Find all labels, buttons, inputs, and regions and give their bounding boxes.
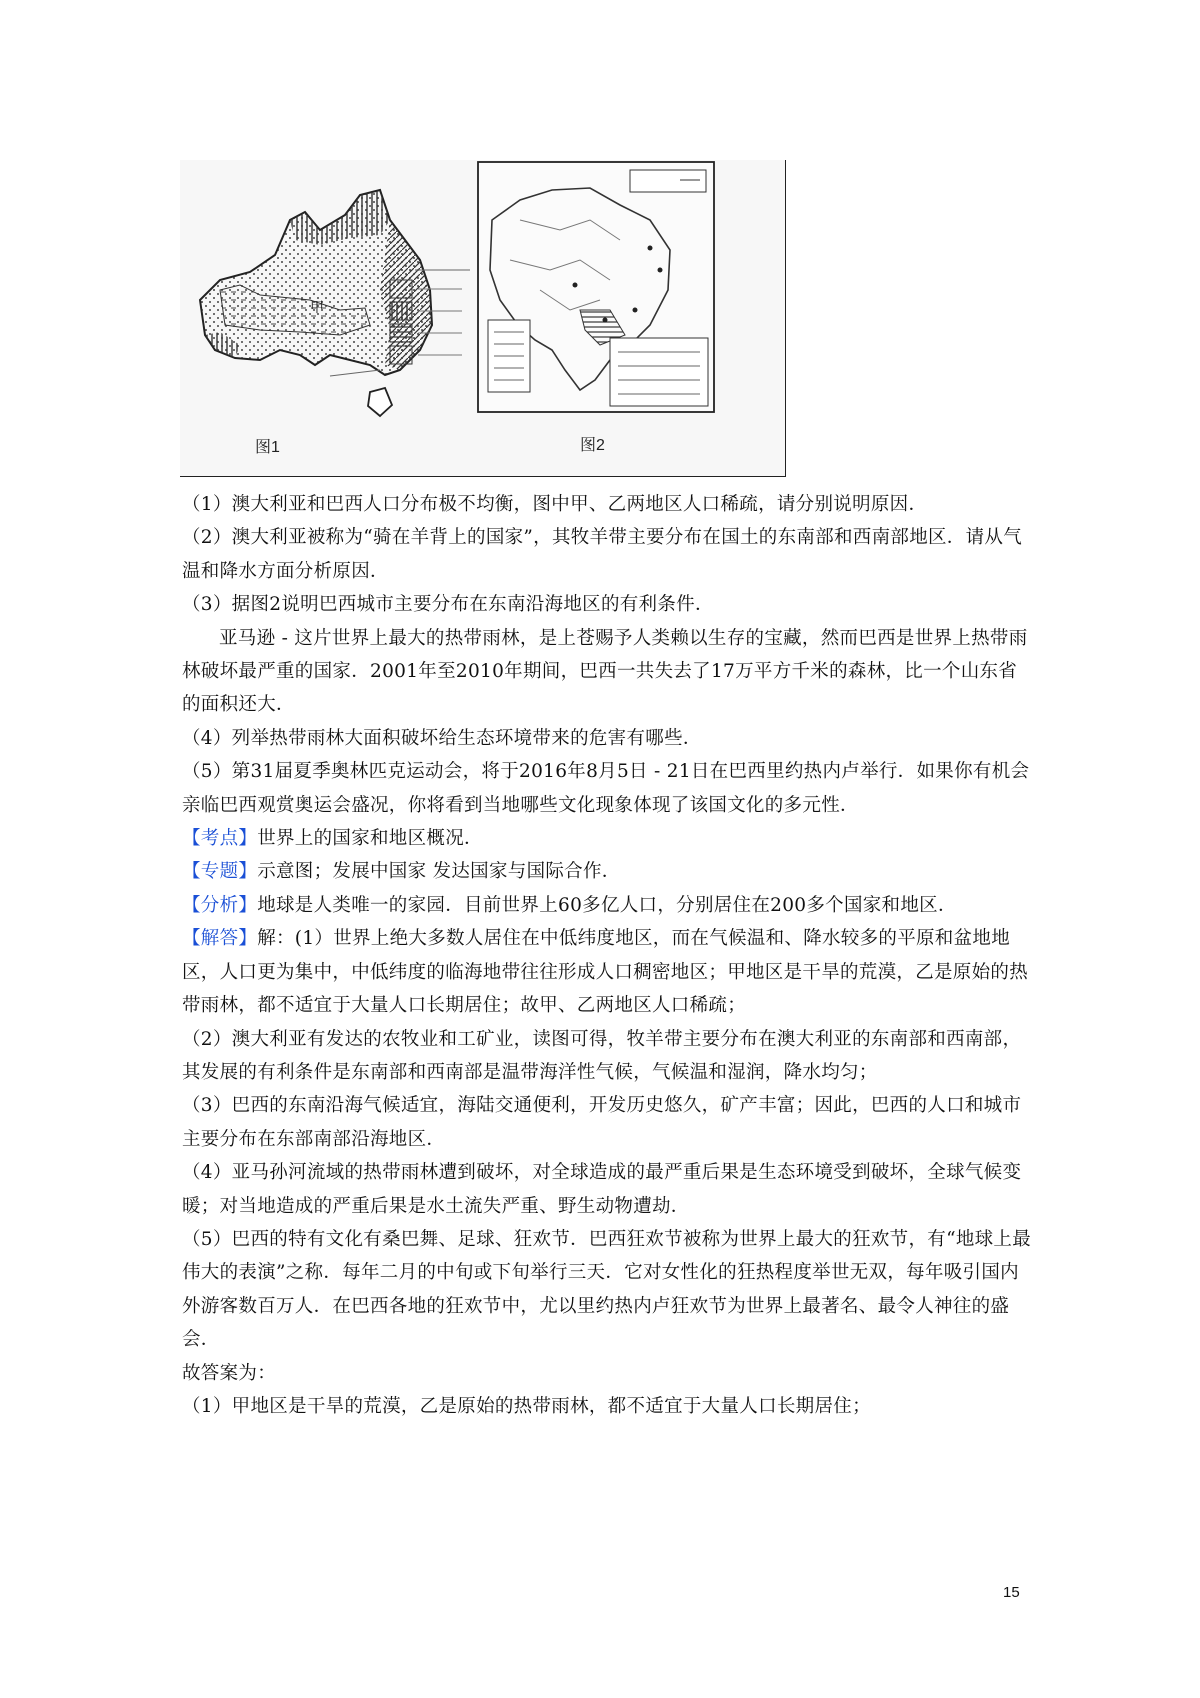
page-number: 15	[1003, 1584, 1020, 1601]
fenxi-line	[182, 889, 1032, 922]
question-5: （5）第31届夏季奥林匹克运动会，将于2016年8月5日 - 21日在巴西里约热内卢举行．如果你有机会亲临巴西观赏奥运会盛况，你将看到当地哪些文化现象体现了该国文化的多元性．	[182, 761, 1030, 816]
question-4: （4）列举热带雨林大面积破坏给生态环境带来的危害有哪些．	[182, 727, 702, 749]
figure-2-caption: 图2	[580, 437, 605, 454]
answer-4: （4）亚马孙河流域的热带雨林遭到破坏，对全球造成的最严重后果是生态环境受到破坏，全球气候变暖；对当地造成的严重后果是水土流失严重、野生动物遭劫．	[182, 1162, 1022, 1217]
fenxi-text: 地球是人类唯一的家园．目前世界上60多亿人口，分别居住在200多个国家和地区．	[257, 894, 957, 916]
zhuanti-tag: 【专题】	[182, 861, 258, 883]
figure-image	[180, 160, 786, 477]
figure-2-brazil-map	[478, 162, 714, 454]
passage-amazon: 亚马逊 - 这片世界上最大的热带雨林，是上苍赐予人类赖以生存的宝藏，然而巴西是世界上热带雨林破坏最严重的国家．2001年至2010年期间，巴西一共失去了17万平方千米的森林，比一个山东省的面积还大．	[182, 627, 1028, 716]
question-2: （2）澳大利亚被称为“骑在羊背上的国家”，其牧羊带主要分布在国土的东南部和西南部地区．请从气温和降水方面分析原因．	[182, 527, 1022, 582]
figure-1-australia-map	[200, 190, 470, 456]
question-1: （1）澳大利亚和巴西人口分布极不均衡，图中甲、乙两地区人口稀疏，请分别说明原因．	[182, 494, 928, 515]
document-body	[182, 488, 1032, 1423]
answer-5: （5）巴西的特有文化有桑巴舞、足球、狂欢节．巴西狂欢节被称为世界上最大的狂欢节，有“地球上最伟大的表演”之称．每年二月的中旬或下旬举行三天．它对女性化的狂热程度举世无双，每年吸引国内外游客数百万人．在巴西各地的狂欢节中，尤以里约热内卢狂欢节为世界上最著名、最令人神往的盛会．	[182, 1228, 1032, 1351]
figure-1-caption: 图1	[255, 439, 280, 456]
kaodian-line	[182, 822, 1032, 855]
zhuanti-line	[182, 855, 1032, 888]
jieda-text: 解：(1）世界上绝大多数人居住在中低纬度地区，而在气候温和、降水较多的平原和盆地地区，人口更为集中，中低纬度的临海地带往往形成人口稠密地区；甲地区是干旱的荒漠，乙是原始的热带雨林，都不适宜于大量人口长期居住；故甲、乙两地区人口稀疏；	[182, 928, 1029, 1017]
zhuanti-text: 示意图；发展中国家 发达国家与国际合作．	[257, 861, 621, 883]
jieda-tag: 【解答】	[182, 928, 258, 950]
region-label-jia: 甲	[310, 301, 324, 316]
answer-2: （2）澳大利亚有发达的农牧业和工矿业，读图可得，牧羊带主要分布在澳大利亚的东南部和西南部，其发展的有利条件是东南部和西南部是温带海洋性气候，气候温和湿润，降水均匀；	[182, 1028, 1022, 1083]
fenxi-tag: 【分析】	[182, 894, 258, 916]
kaodian-tag: 【考点】	[182, 828, 258, 850]
answer-3: （3）巴西的东南沿海气候适宜，海陆交通便利，开发历史悠久，矿产丰富；因此，巴西的人口和城市主要分布在东部南部沿海地区．	[182, 1095, 1022, 1150]
kaodian-text: 世界上的国家和地区概况．	[257, 828, 483, 850]
maps-illustration	[180, 160, 785, 476]
answer-intro: 故答案为：	[182, 1362, 277, 1384]
final-answer-1: （1）甲地区是干旱的荒漠，乙是原始的热带雨林，都不适宜于大量人口长期居住；	[182, 1395, 871, 1417]
question-3: （3）据图2说明巴西城市主要分布在东南沿海地区的有利条件．	[182, 594, 714, 616]
jieda-line	[182, 922, 1032, 1022]
